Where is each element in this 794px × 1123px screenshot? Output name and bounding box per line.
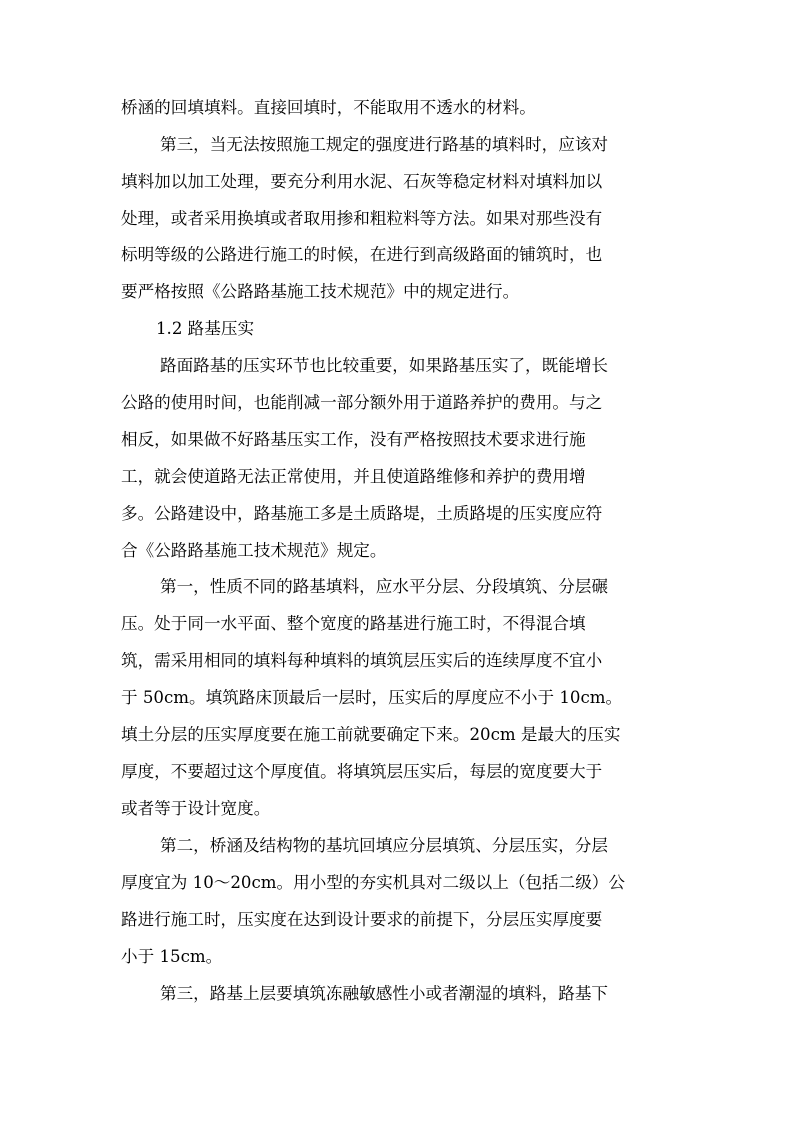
text-line-14: 第一，性质不同的路基填料，应水平分层、分段填筑、分层碾 — [160, 577, 609, 596]
text-line-5: 标明等级的公路进行施工的时候，在进行到高级路面的铺筑时，也 — [121, 245, 603, 264]
text-line-4: 处理，或者采用换填或者取用掺和粗粒料等方法。如果对那些没有 — [121, 209, 603, 228]
text-line-2: 第三，当无法按照施工规定的强度进行路基的填料时，应该对 — [160, 135, 609, 154]
text-line-20: 或者等于设计宽度。 — [121, 799, 271, 818]
section-heading: 1.2 路基压实 — [156, 319, 255, 338]
text-line-10: 相反，如果做不好路基压实工作，没有严格按照技术要求进行施 — [121, 430, 586, 449]
text-line-9: 公路的使用时间，也能削减一部分额外用于道路养护的费用。与之 — [121, 393, 603, 412]
text-line-25: 第三，路基上层要填筑冻融敏感性小或者潮湿的填料，路基下 — [160, 984, 609, 1003]
text-line-18: 填土分层的压实厚度要在施工前就要确定下来。20cm 是最大的压实 — [121, 725, 621, 744]
text-line-12: 多。公路建设中，路基施工多是土质路堤，土质路堤的压实度应符 — [121, 504, 603, 523]
text-line-19: 厚度，不要超过这个厚度值。将填筑层压实后，每层的宽度要大于 — [121, 762, 603, 781]
text-line-8: 路面路基的压实环节也比较重要，如果路基压实了，既能增长 — [160, 356, 609, 375]
text-line-15: 压。处于同一水平面、整个宽度的路基进行施工时，不得混合填 — [121, 614, 586, 633]
text-line-23: 路进行施工时，压实度在达到设计要求的前提下，分层压实厚度要 — [121, 910, 603, 929]
text-line-17: 于 50cm。填筑路床顶最后一层时，压实后的厚度应不小于 10cm。 — [121, 688, 623, 707]
text-line-3: 填料加以加工处理，要充分利用水泥、石灰等稳定材料对填料加以 — [121, 172, 603, 191]
text-line-24: 小于 15cm。 — [121, 947, 223, 966]
text-line-16: 筑，需采用相同的填料每种填料的填筑层压实后的连续厚度不宜小 — [121, 651, 603, 670]
text-line-22: 厚度宜为 10～20cm。用小型的夯实机具对二级以上（包括二级）公 — [121, 873, 625, 892]
text-line-13: 合《公路路基施工技术规范》规定。 — [121, 541, 387, 560]
text-line-1: 桥涵的回填填料。直接回填时，不能取用不透水的材料。 — [121, 98, 536, 117]
text-line-11: 工，就会使道路无法正常使用，并且使道路维修和养护的费用增 — [121, 467, 586, 486]
text-line-6: 要严格按照《公路路基施工技术规范》中的规定进行。 — [121, 282, 520, 301]
text-line-21: 第二，桥涵及结构物的基坑回填应分层填筑、分层压实，分层 — [160, 836, 609, 855]
